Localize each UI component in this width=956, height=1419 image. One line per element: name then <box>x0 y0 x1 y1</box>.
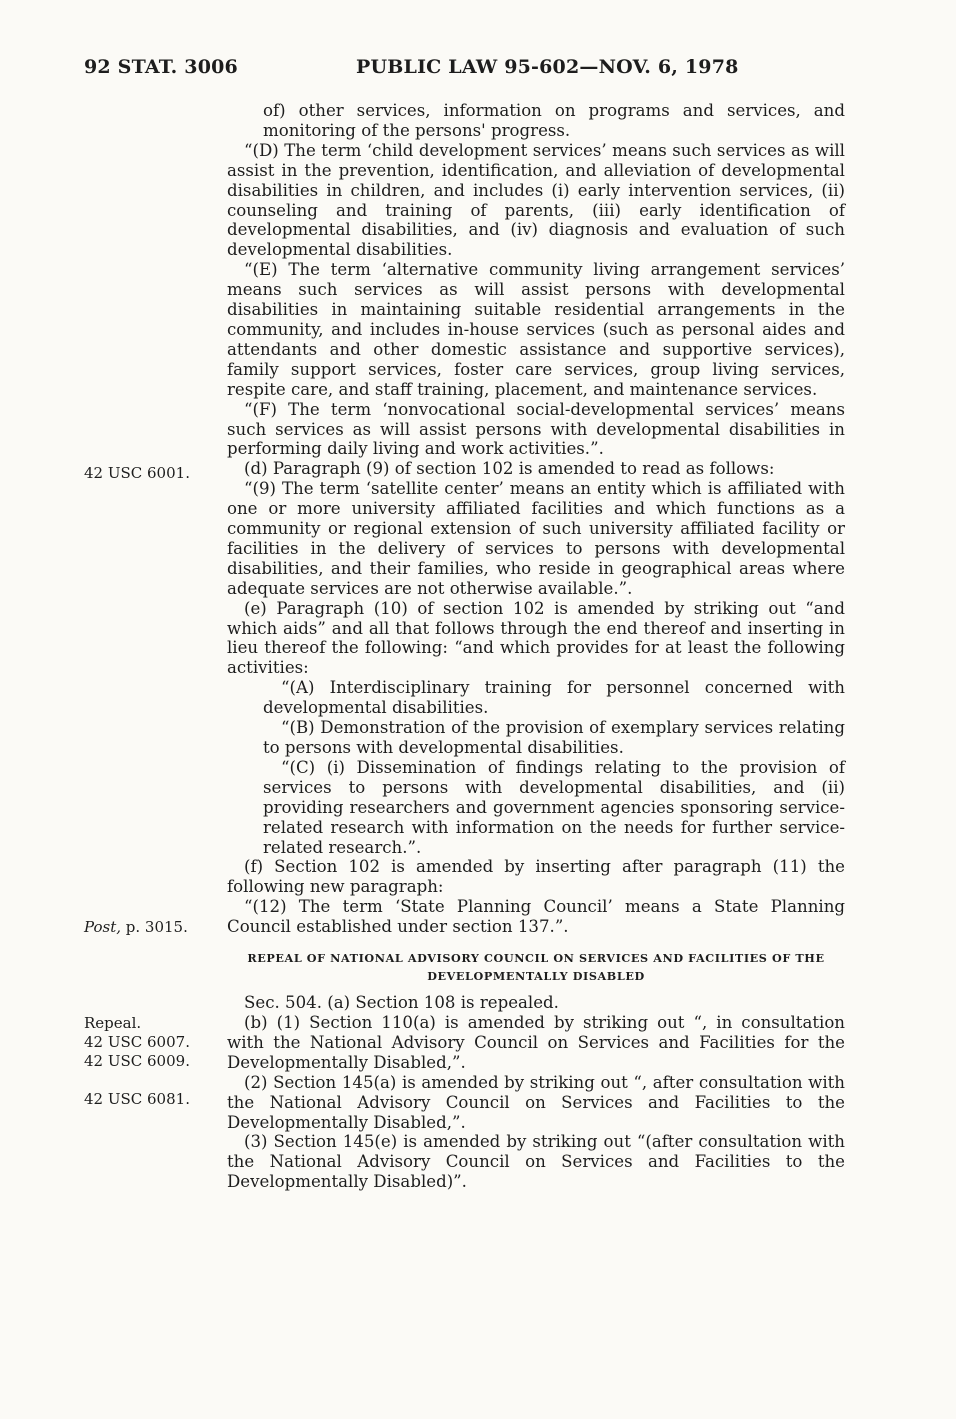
paragraph-continuation: of) other services, information on programs and services, and monitoring of the persons' progress. <box>263 101 845 140</box>
margin-note-repeal: Repeal. <box>84 1014 142 1032</box>
margin-note-post-suffix: p. 3015. <box>121 918 188 936</box>
paragraph-subsection-f: (f) Section 102 is amended by inserting after paragraph (11) the following new paragraph: <box>227 857 845 897</box>
margin-note-usc-6009: 42 USC 6009. <box>84 1052 190 1070</box>
paragraph-f-nonvocational: “(F) The term ‘nonvocational social-developmental services’ means such services as will assist persons with developmental disabilities in performing daily living and work activities.”. <box>227 399 845 459</box>
stat-page-number: 92 STAT. 3006 <box>84 56 238 78</box>
paragraph-c-dissemination: “(C) (i) Dissemination of findings relating to the provision of services to persons with developmental disabilities, and (ii) providing researchers and government agencies sponsoring service-related research with information on the needs for further service-related research.”. <box>263 757 845 857</box>
paragraph-subsection-e: (e) Paragraph (10) of section 102 is amended by striking out “and which aids” and all that follows through the end thereof and inserting in lieu thereof the following: “and which provides for at least the following activities: <box>227 598 845 678</box>
paragraph-d-child-development: “(D) The term ‘child development services’ means such services as will assist in the prevention, identification, and alleviation of developmental disabilities in children, and includes (i) early intervention services, (ii) counseling and training of parents, (iii) early identification of developmental disabilities, and (iv) diagnosis and evaluation of such developmental disabilities. <box>227 140 845 260</box>
paragraph-sec-504-a: Sec. 504. (a) Section 108 is repealed. <box>244 993 559 1013</box>
statute-body <box>227 101 845 1192</box>
paragraph-12-state-planning-council: “(12) The term ‘State Planning Council’ means a State Planning Council established under section 137.”. <box>227 897 845 937</box>
paragraph-a-interdisciplinary: “(A) Interdisciplinary training for personnel concerned with developmental disabilities. <box>263 678 845 718</box>
margin-note-usc-6081: 42 USC 6081. <box>84 1090 190 1108</box>
paragraph-subsection-d: (d) Paragraph (9) of section 102 is amended to read as follows: <box>244 459 775 479</box>
margin-note-post <box>84 918 188 937</box>
paragraph-sec-504-b2: (2) Section 145(a) is amended by striking out “, after consultation with the National Advisory Council on Services and Facilities to the Developmentally Disabled,”. <box>227 1072 845 1132</box>
margin-note-usc-6007: 42 USC 6007. <box>84 1033 190 1051</box>
paragraph-b-demonstration: “(B) Demonstration of the provision of exemplary services relating to persons with developmental disabilities. <box>263 718 845 757</box>
paragraph-sec-504-b1: (b) (1) Section 110(a) is amended by striking out “, in consultation with the National Advisory Council on Services and Facilities for the Developmentally Disabled,”. <box>227 1012 845 1072</box>
running-head: PUBLIC LAW 95-602—NOV. 6, 1978 <box>356 56 739 78</box>
paragraph-sec-504-b3: (3) Section 145(e) is amended by striking out “(after consultation with the National Advisory Council on Services and Facilities to the Developmentally Disabled)”. <box>227 1132 845 1192</box>
paragraph-e-living-arrangement: “(E) The term ‘alternative community living arrangement services’ means such services as will assist persons with developmental disabilities in maintaining suitable residential arrangements in the community, and includes in-house services (such as personal aides and attendants and other domestic assistance and supportive services), family support services, foster care services, group living services, respite care, and staff training, placement, and maintenance services. <box>227 260 845 399</box>
margin-note-usc-6001: 42 USC 6001. <box>84 464 190 482</box>
paragraph-9-satellite-center: “(9) The term ‘satellite center’ means an entity which is affiliated with one or more university affiliated facilities and which functions as a community or regional extension of such university affiliated facility or facilities in the delivery of services to persons with developmental disabilities, and their families, who reside in geographical areas where adequate services are not otherwise available.”. <box>227 479 845 598</box>
margin-note-post-prefix: Post, <box>84 918 122 936</box>
section-heading-repeal: REPEAL OF NATIONAL ADVISORY COUNCIL ON SERVICES AND FACILITIES OF THE DEVELOPMENTALLY DISABLED <box>247 951 825 984</box>
